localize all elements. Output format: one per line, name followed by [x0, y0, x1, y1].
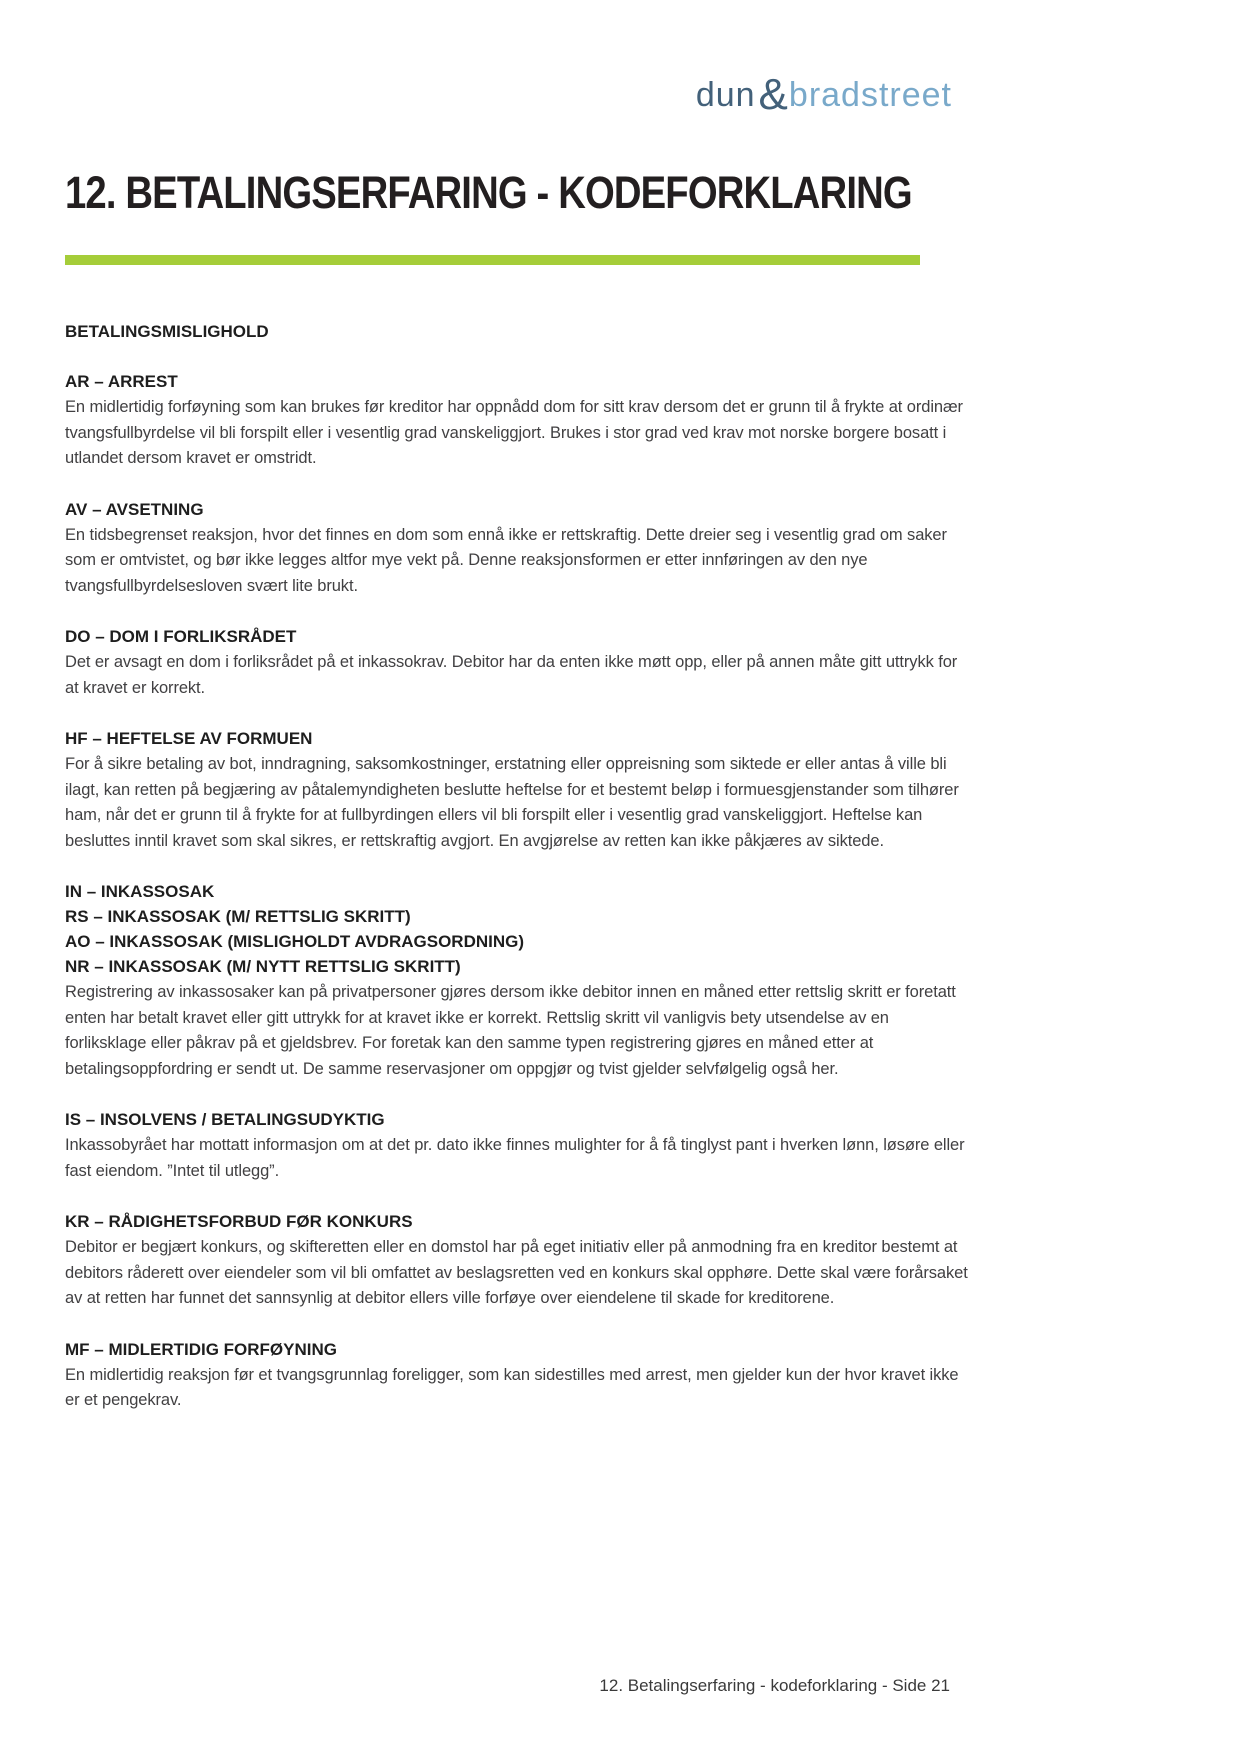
- section-body: En tidsbegrenset reaksjon, hvor det finnes en dom som ennå ikke er rettskraftig. Dette dreier seg i vesentlig grad om saker som er omtvistet, og bør ikke legges altfor mye vekt på. Denne reaksjonsformen er etter innføringen av den nye tvangsfullbyrdelsesloven svært lite brukt.: [65, 525, 947, 595]
- section-ar-arrest: [65, 369, 970, 472]
- section-do-dom-i-forliksradet: [65, 624, 970, 701]
- section-heading: IS – INSOLVENS / BETALINGSUDYKTIG: [65, 1110, 385, 1129]
- section-body: En midlertidig reaksjon før et tvangsgrunnlag foreligger, som kan sidestilles med arrest, men gjelder kun der hvor kravet ikke er et pengekrav.: [65, 1365, 959, 1409]
- section-heading: HF – HEFTELSE AV FORMUEN: [65, 729, 313, 748]
- logo-ampersand-icon: &: [758, 70, 788, 119]
- section-heading: KR – RÅDIGHETSFORBUD FØR KONKURS: [65, 1212, 413, 1231]
- section-body: Det er avsagt en dom i forliksrådet på et inkassokrav. Debitor har da enten ikke møtt opp, eller på annen måte gitt uttrykk for at kravet er korrekt.: [65, 653, 958, 697]
- section-kr-radighetsforbud: [65, 1209, 970, 1312]
- page-title: 12. BETALINGSERFARING - KODEFORKLARING: [65, 167, 912, 218]
- section-is-insolvens: [65, 1107, 970, 1184]
- section-body: For å sikre betaling av bot, inndragning, saksomkostninger, erstatning eller oppreisning som siktede er eller antas å ville bli ilagt, kan retten på begjæring av påtalemyndigheten beslutte heftelse for et bestemt beløp i formuesgjenstander som tilhører ham, når det er grunn til å frykte for at fullbyrdingen ellers vil bli forspilt eller i vesentlig grad vanskeliggjort. Heftelse kan besluttes inntil kravet som skal sikres, er rettskraftig avgjort. En avgjørelse av retten kan ikke påkjæres av siktede.: [65, 755, 959, 850]
- section-heading: MF – MIDLERTIDIG FORFØYNING: [65, 1339, 337, 1359]
- section-heading: AO – INKASSOSAK (MISLIGHOLDT AVDRAGSORDNING): [65, 932, 525, 951]
- dun-bradstreet-logo: [65, 70, 970, 119]
- section-hf-heftelse-av-formuen: [65, 726, 970, 854]
- category-heading: BETALINGSMISLIGHOLD: [65, 322, 269, 341]
- logo-text-dun: dun: [695, 76, 756, 114]
- section-heading: RS – INKASSOSAK (M/ RETTSLIG SKRITT): [65, 907, 411, 926]
- section-inkassosak-codes: [65, 879, 970, 1082]
- section-heading: IN – INKASSOSAK: [65, 882, 215, 901]
- logo-text-bradstreet: bradstreet: [788, 76, 952, 114]
- accent-divider: [65, 255, 920, 265]
- section-body: En midlertidig forføyning som kan brukes før kreditor har oppnådd dom for sitt krav dersom det er grunn til å frykte at ordinær tvangsfullbyrdelse vil bli forspilt eller i vesentlig grad vanskeliggjort. Brukes i stor grad ved krav mot norske borgere bosatt i utlandet dersom kravet er omstridt.: [65, 398, 963, 467]
- section-heading: AV – AVSETNING: [65, 499, 204, 519]
- section-heading: DO – DOM I FORLIKSRÅDET: [65, 627, 297, 646]
- section-av-avsetning: [65, 497, 970, 600]
- page-footer: 12. Betalingserfaring - kodeforklaring - Side 21: [599, 1676, 950, 1695]
- section-heading: NR – INKASSOSAK (M/ NYTT RETTSLIG SKRITT): [65, 957, 461, 976]
- section-body: Registrering av inkassosaker kan på privatpersoner gjøres dersom ikke debitor innen en måned etter rettslig skritt er foretatt enten har betalt kravet eller gitt uttrykk for at kravet ikke er korrekt. Rettslig skritt vil vanligvis bety utsendelse av en forliksklage eller påkrav på et gjeldsbrev. For foretak kan den samme typen registrering gjøres en måned etter at betalingsoppfordring er sendt ut. De samme reservasjoner om oppgjør og tvist gjelder selvfølgelig også her.: [65, 983, 956, 1078]
- section-body: Debitor er begjært konkurs, og skifteretten eller en domstol har på eget initiativ eller på anmodning fra en kreditor bestemt at debitors råderett over eiendeler som vil bli omfattet av beslagsretten ved en konkurs skal opphøre. Dette skal være forårsaket av at retten har funnet det sannsynlig at debitor ellers ville forføye over eiendelene til skade for kreditorene.: [65, 1238, 968, 1307]
- content-column: [65, 0, 970, 1414]
- section-heading: AR – ARREST: [65, 372, 178, 391]
- section-body: Inkassobyrået har mottatt informasjon om at det pr. dato ikke finnes mulighter for å få tinglyst pant i hverken lønn, løsøre eller fast eiendom. ”Intet til utlegg”.: [65, 1136, 965, 1180]
- section-mf-midlertidig-forfoyning: [65, 1337, 970, 1414]
